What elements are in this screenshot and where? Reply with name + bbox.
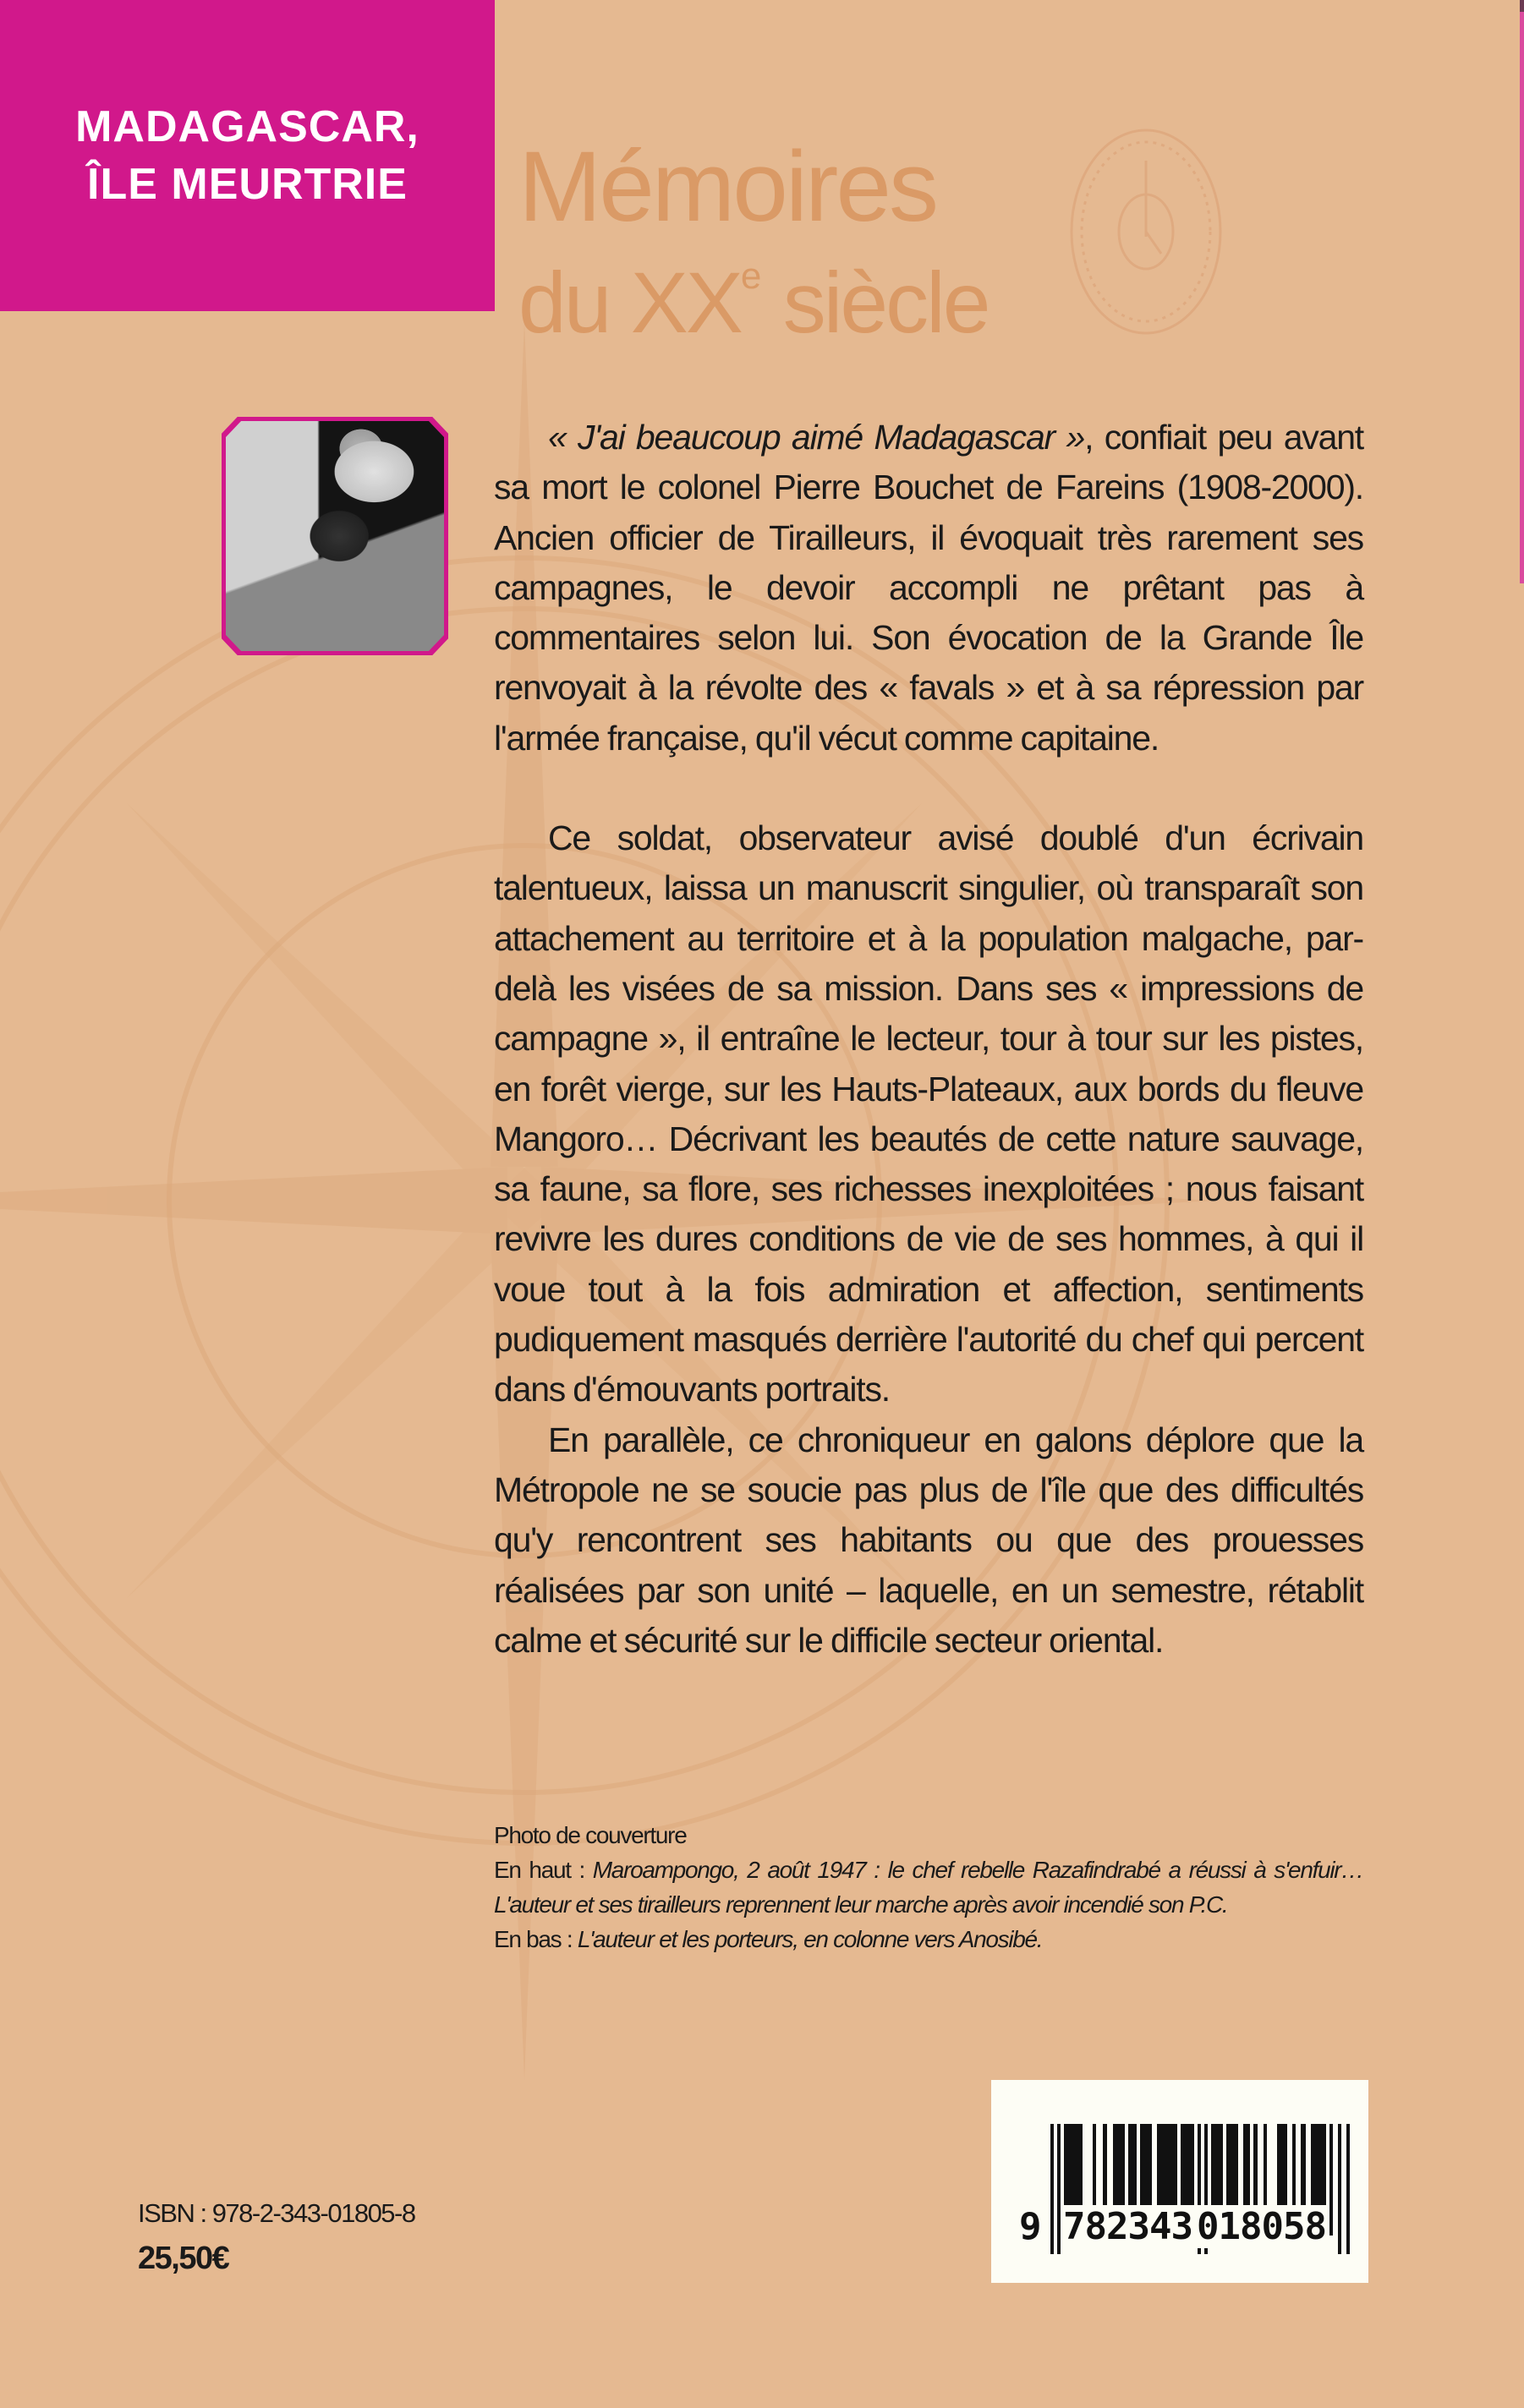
- book-title-line-2: ÎLE MEURTRIE: [87, 160, 408, 209]
- barcode-digit-first: 9: [1019, 2205, 1041, 2248]
- series-title: [518, 131, 989, 351]
- caption-top-label: En haut :: [494, 1857, 593, 1883]
- blurb-paragraph-2: Ce soldat, observateur avisé doublé d'un écrivain talentueux, laissa un manuscrit singulier, où transparaît son attachement au territoire et à la population malgache, par-delà les visées de sa mission. Dans ses « impressions de campagne », il entraîne le lecteur, tour à tour sur les pistes, en forêt vierge, sur les Hauts-Plateaux, aux bords du fleuve Mangoro… Décrivant les beautés de cette nature sauvage, sa faune, sa flore, ses richesses inexploitées ; nous faisant revivre les dures conditions de vie de ses hommes, à qui il voue tout à la fois admiration et affection, sentiments pudiquement masqués derrière l'autorité du chef qui percent dans d'émouvants portraits.: [494, 818, 1363, 1409]
- caption-bottom-text: L'auteur et les porteurs, en colonne vers Anosibé.: [577, 1926, 1043, 1952]
- caption-heading: Photo de couverture: [494, 1822, 687, 1848]
- clock-emblem-icon: [1068, 127, 1224, 337]
- series-century-superscript: e: [740, 255, 762, 297]
- caption-top-text: Maroampongo, 2 août 1947 : le chef rebelle Razafindrabé a réussi à s'enfuir… L'auteur et ses tirailleurs reprennent leur marche après avoir incendié son P.C.: [494, 1857, 1363, 1918]
- ean-barcode: [991, 2080, 1368, 2283]
- blurb-paragraph-1: [494, 413, 1363, 763]
- isbn-number: ISBN : 978-2-343-01805-8: [138, 2198, 415, 2228]
- caption-top-photo: [494, 1853, 1363, 1922]
- blurb-paragraph-1-text: , confiait peu avant sa mort le colonel Pierre Bouchet de Fareins (1908-2000). Ancien officier de Tirailleurs, il évoquait très rarement ses campagnes, le devoir accompli ne prêtant pas à commentaires selon lui. Son évocation de la Grande Île renvoyait à la révolte des « favals » et à sa répression par l'armée française, qu'il vécut comme capitaine.: [494, 418, 1363, 758]
- caption-bottom-label: En bas :: [494, 1926, 578, 1952]
- series-century: du XX: [518, 254, 741, 351]
- barcode-digits-right: 018058: [1197, 2205, 1326, 2248]
- price-label: 25,50€: [138, 2241, 229, 2276]
- spine-edge-pink: [1520, 12, 1524, 583]
- author-photo: [226, 421, 444, 651]
- series-title-line-1: Mémoires: [518, 131, 936, 243]
- book-title-line-1: MADAGASCAR,: [75, 102, 419, 151]
- series-title-line-2: [518, 232, 989, 351]
- spine-edge-dark: [1520, 0, 1524, 12]
- photo-credits-caption: [494, 1818, 1363, 1956]
- blurb-paragraph-3: En parallèle, ce chroniqueur en galons déplore que la Métropole ne se soucie pas plus de l'île que des difficultés qu'y rencontrent ses habitants ou que des prouesses réalisées par son unité – laquelle, en un semestre, rétablit calme et sécurité sur le difficile secteur oriental.: [494, 1420, 1363, 1660]
- book-title-banner: [0, 0, 495, 311]
- series-siecle: siècle: [761, 254, 989, 351]
- caption-bottom-photo: [494, 1922, 1363, 1956]
- blurb-opening-quote: « J'ai beaucoup aimé Madagascar »: [548, 418, 1085, 457]
- author-photo-frame: [222, 417, 448, 655]
- barcode-digits-left: 782343: [1063, 2205, 1192, 2248]
- back-cover-blurb: [494, 413, 1363, 1666]
